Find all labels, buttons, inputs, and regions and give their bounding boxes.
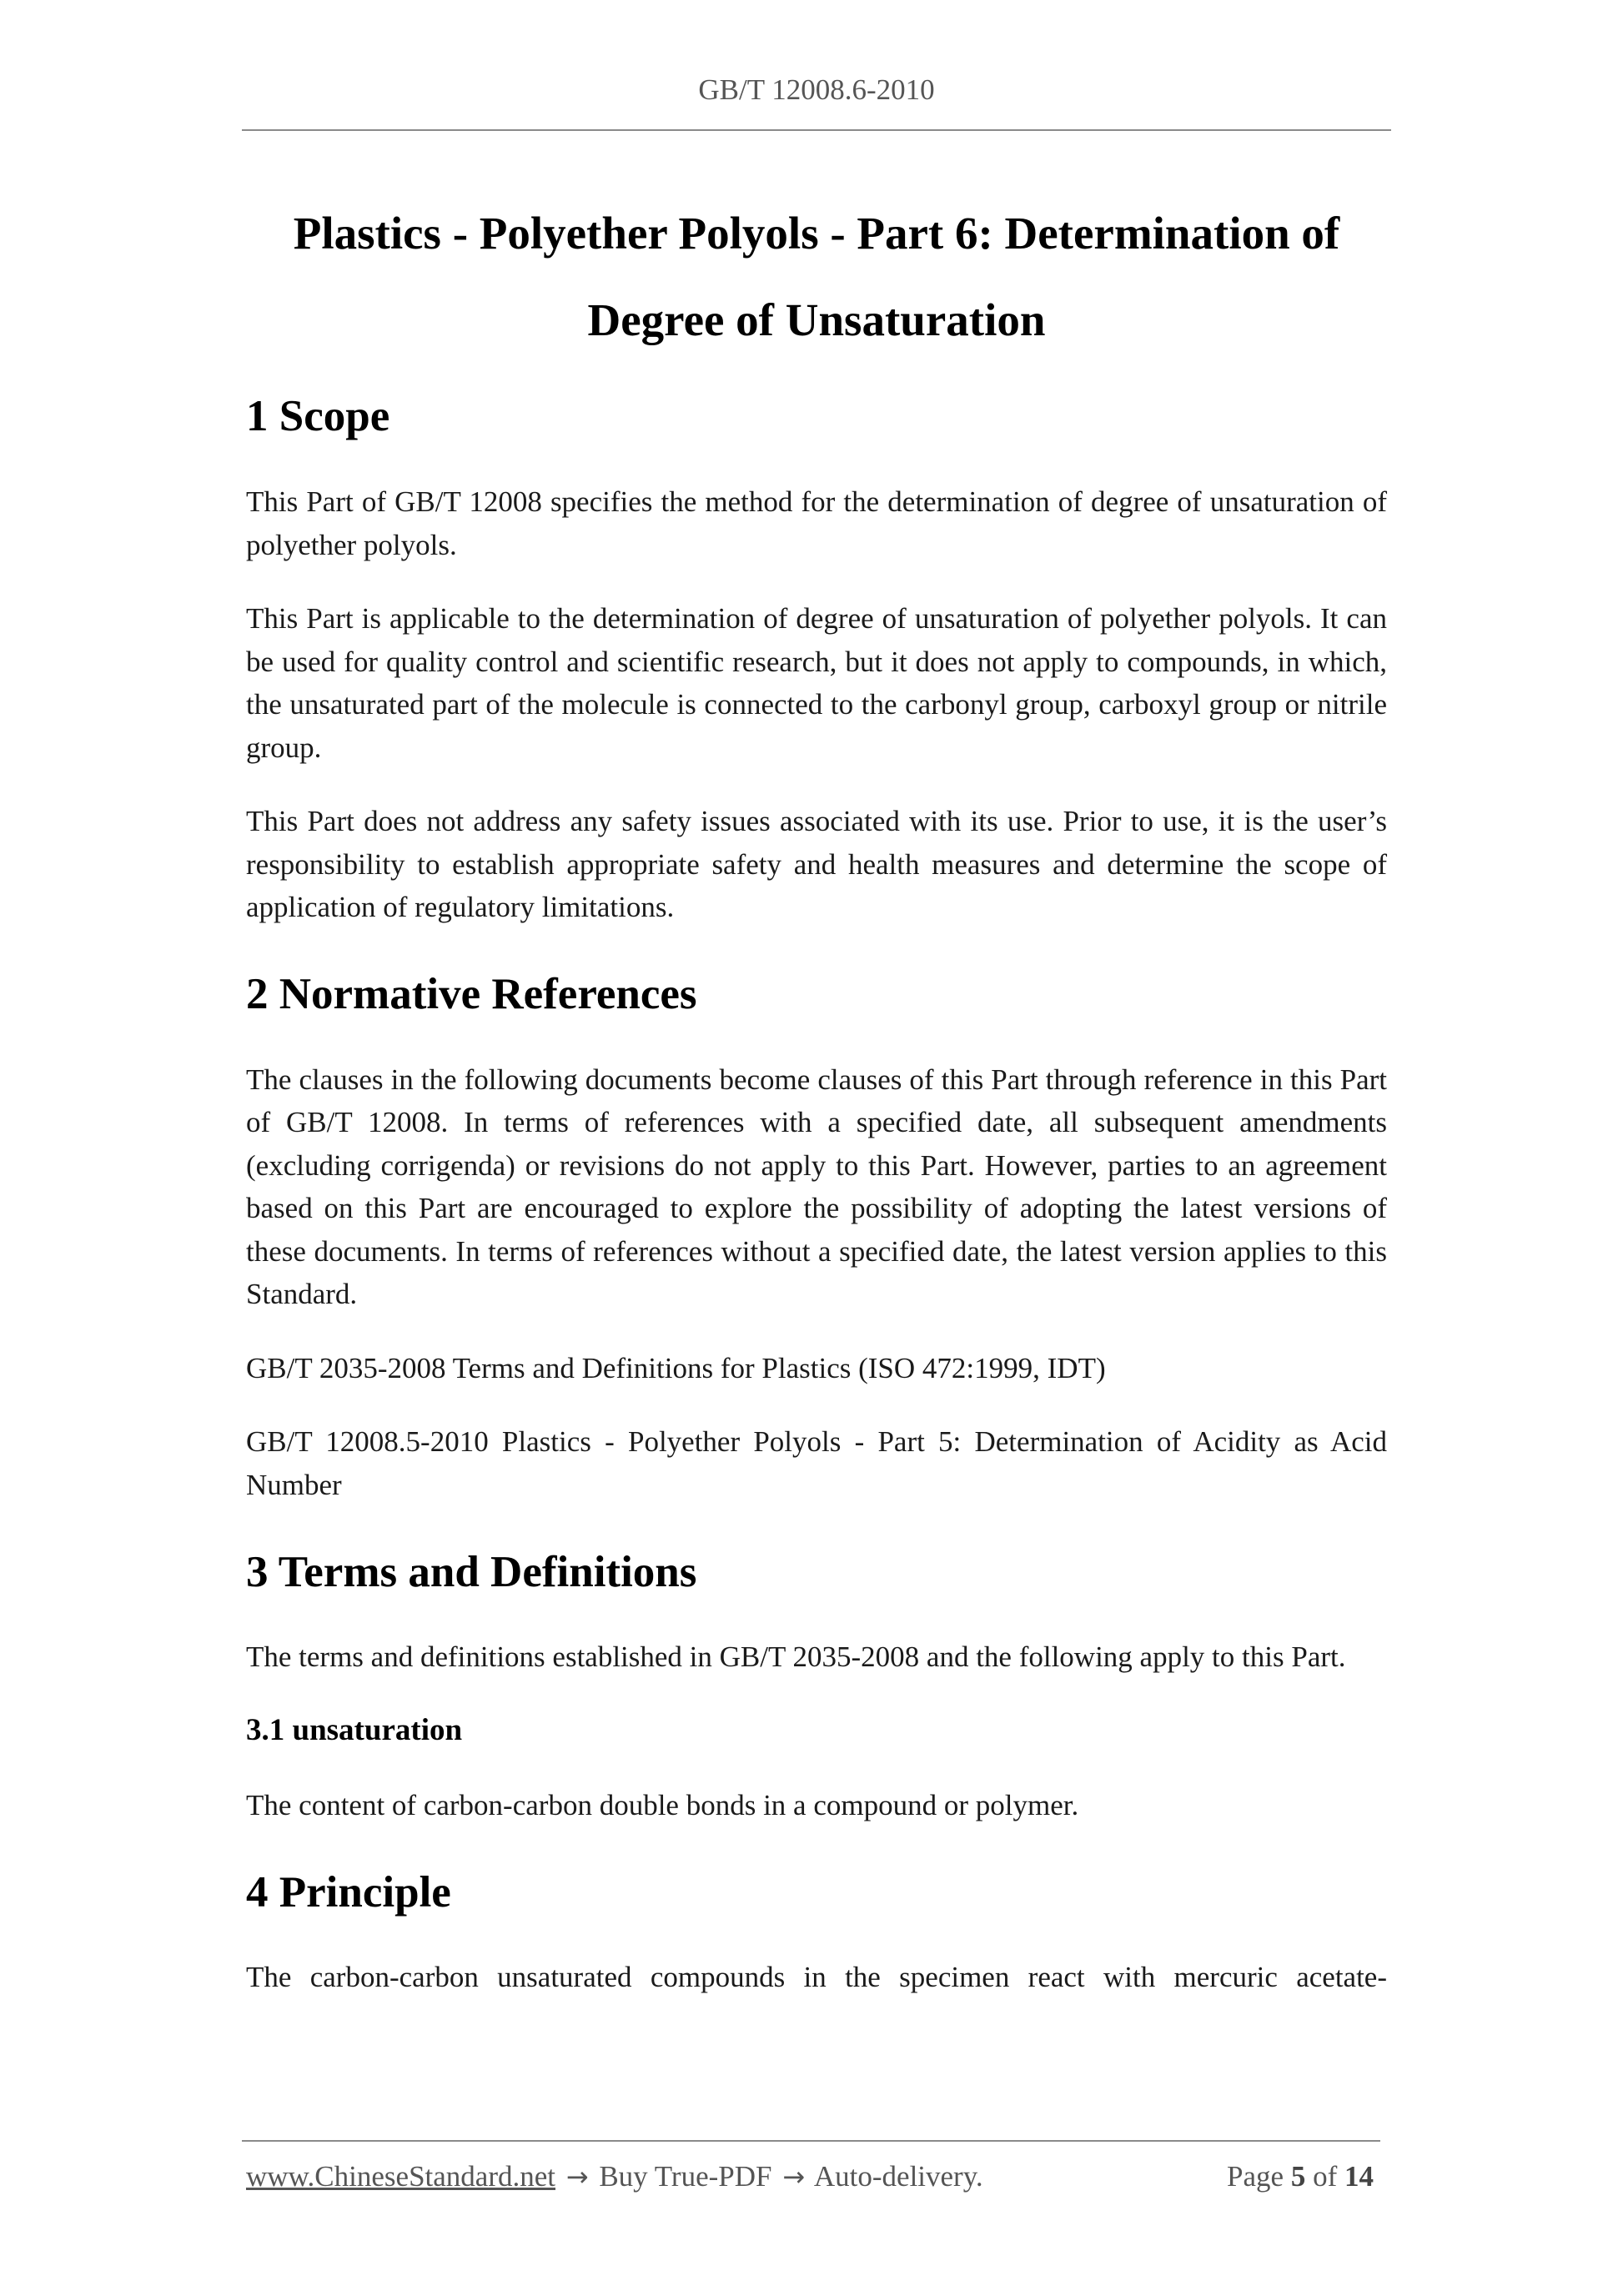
site-link[interactable]: www.ChineseStandard.net — [246, 2160, 555, 2193]
terms-definitions-paragraph: The terms and definitions established in GB/T 2035-2008 and the following apply to this Part. — [246, 1640, 1346, 1673]
principle-paragraph: The carbon-carbon unsaturated compounds in the specimen react with mercuric acetate- — [246, 1961, 1387, 1993]
document-title — [246, 190, 1387, 364]
header-divider — [242, 129, 1391, 131]
subsection-heading-unsaturation: 3.1 unsaturation — [246, 1712, 463, 1747]
document-title-line-1: Plastics - Polyether Polyols - Part 6: Determination of — [293, 208, 1340, 259]
section-heading-normative-references: 2 Normative References — [246, 969, 697, 1018]
arrow-right-icon: → — [565, 2161, 589, 2193]
unsaturation-definition: The content of carbon-carbon double bonds in a compound or polymer. — [246, 1788, 1079, 1821]
section-heading-principle: 4 Principle — [246, 1868, 451, 1917]
document-title-line-2: Degree of Unsaturation — [587, 294, 1046, 345]
auto-delivery-text: Auto-delivery. — [813, 2160, 983, 2193]
total-page-count: 14 — [1344, 2160, 1374, 2193]
buy-true-pdf-text: Buy True-PDF — [599, 2160, 772, 2193]
arrow-right-icon: → — [782, 2161, 806, 2193]
normative-references-paragraph: The clauses in the following documents become clauses of this Part through reference in this Part of GB/T 12008. In terms of references with a specified date, all subsequent amendments (excluding corrigenda) or revisions do not apply to this Part. However, parties to an agreement based on this Part are encouraged to explore the possibility of adopting the latest versions of these documents. In terms of references without a specified date, the latest version applies to this Standard. — [246, 1063, 1387, 1310]
current-page-number: 5 — [1290, 2160, 1306, 2193]
page-label: Page — [1227, 2160, 1284, 2193]
scope-paragraph-2: This Part is applicable to the determination of degree of unsaturation of polyether polyols. It can be used for quality control and scientific research, but it does not apply to compounds, in which, the unsaturated part of the molecule is connected to the carbonyl group, carboxyl group or nitrile group. — [246, 602, 1387, 764]
of-label: of — [1313, 2160, 1338, 2193]
page-indicator — [1227, 2160, 1374, 2193]
scope-paragraph-3: This Part does not address any safety issues associated with its use. Prior to use, it is the user’s responsibility to establish appropriate safety and health measures and determine the scope of application of regulatory limitations. — [246, 805, 1387, 923]
page-content — [246, 190, 1387, 1999]
section-heading-terms-definitions: 3 Terms and Definitions — [246, 1548, 697, 1596]
reference-gbt-2035: GB/T 2035-2008 Terms and Definitions for Plastics (ISO 472:1999, IDT) — [246, 1351, 1106, 1384]
section-heading-scope: 1 Scope — [246, 392, 390, 440]
scope-paragraph-1: This Part of GB/T 12008 specifies the method for the determination of degree of unsaturation of polyether polyols. — [246, 485, 1387, 561]
footer-divider — [242, 2140, 1380, 2142]
reference-gbt-12008-5: GB/T 12008.5-2010 Plastics - Polyether Polyols - Part 5: Determination of Acidity as Acid Number — [246, 1425, 1387, 1501]
footer-promo — [246, 2160, 983, 2193]
running-header: GB/T 12008.6-2010 — [698, 73, 935, 106]
